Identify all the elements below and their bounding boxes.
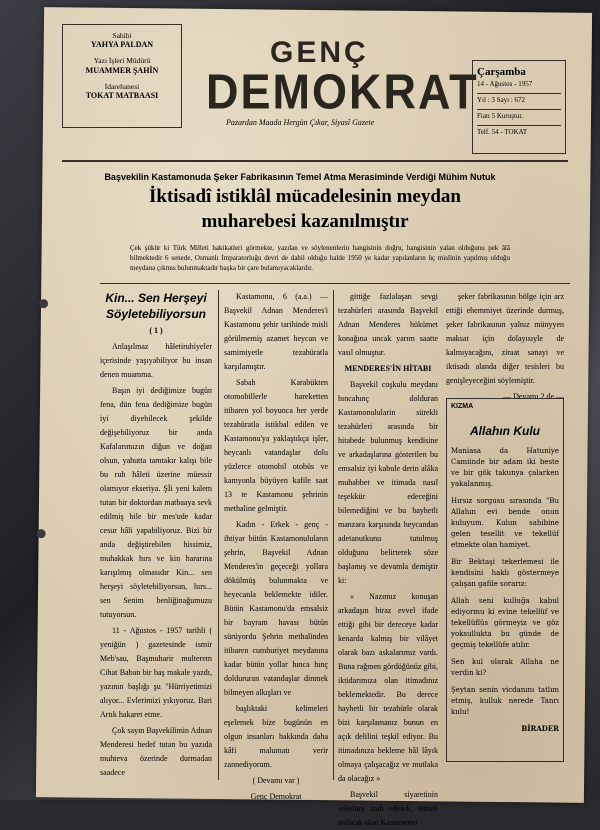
continued-note: ( Devamı var ) — [252, 776, 300, 785]
press-label: İdarehanesi — [104, 81, 140, 91]
column-hitabi-paragraph: gittiğe fazlalaşan sevgi tezahürleri arasında Başvekil Adnan Menderes hükümet konağına uncak yarım saatte vasıl olmuştur. — [338, 292, 438, 357]
masthead-title-main: DEMOKRAT — [206, 63, 479, 120]
editor-name: MUAMMER ŞAHİN — [85, 65, 159, 75]
column-divider — [218, 290, 219, 780]
column-kastamonu — [224, 290, 328, 801]
kizma-paragraph: Şeytan senin vicdanını tatlım etmiş, kulluk nerede Tanrı kulu! — [451, 686, 559, 716]
column-signature: Genç Demokrat — [250, 792, 302, 801]
column-hitabi-paragraph: Başvekil siyaretinin sebebini izah ederek, temeli atılacak olan Kastamonu — [338, 790, 438, 827]
column-kastamonu-paragraph: başlıktaki kelimeleri eşelemek bize bugünün en olgun insanları hakkında daha kâfi malumatı verir zannediyorum. — [224, 704, 328, 769]
column-hitabi-paragraph: « Nazımız konuşan arkadaşın biraz evvel ifade ettiği gibi bir dereceye kadar kenarda kalmış bir vilâyet olarak bazı askalarımız vardı. Buna rağmen gördüğünüz gibi, iktidarımıza olan itimadınız beklemektedir. Bu derece hayhetli bir tezahürle olarak bizi karşılamanız bunun en açık delilini teşkil ediyor. Bu itimadınıza bekleme hâl lâyık olmaya çalışacağız ve mutlaka da olacağız » — [338, 592, 438, 783]
column-hitabi-section: MENDERES'İN HİTABI — [344, 364, 432, 373]
continued-note: — Devamı 2 de — — [503, 392, 564, 401]
publisher-info-box — [62, 24, 182, 128]
issue-phone: Telf. 54 - TOKAT — [477, 125, 561, 138]
editor-label: Yazı İşleri Müdürü — [93, 56, 151, 66]
kizma-paragraph: Allah seni kulluğa kabul ediyormu ki evine tekellüf ve tekellüflüs görmeyiz ve göz yoksullukta bu günde de geçmiş tekellüfe atılır. — [451, 597, 559, 649]
column-kastamonu-paragraph: Kastamonu, 6 (a.a.) — Başvekil Adnan Menderes'i Kastamonu şehir tarihinde misli görülmemiş azamet heycan ve samimiyetle tezahüratla karşılamıştır. — [224, 292, 328, 371]
issue-number: Yıl : 3 Sayı : 672 — [477, 93, 561, 106]
column-kin-paragraph: Anlaşılmaz hâletiruhiyeler içerisinde yaşıyabiliyor bu insan denen muamma. — [100, 342, 212, 379]
main-headline: İktisadî istiklâl mücadelesinin meydan muharebesi kazanılmıştır — [149, 186, 461, 232]
issue-info-box — [472, 60, 566, 154]
column-kin-section: ( 1 ) — [149, 326, 163, 335]
issue-date: 14 - Ağustos - 1957 — [477, 80, 533, 89]
column-kastamonu-paragraph: Kadın - Erkek - genç - ihtiyar bütün Kastamonuluların şehrin, Başvekil Adnan Menderes'in geçeceği yollara dökülmüş bulunmakta ve heyecanla beklemekte idiler. Bütün Kastamonu'da emsalsiz bir bayram havası bütün sürüyordu Şehrin methalinden itibaren cumhuriyet meydanına kadar bütün yollar hınca hınç doldururan vatandaşlar dinmek bilmeyen alkışları ve — [224, 520, 328, 697]
binder-hole — [37, 529, 46, 538]
kizma-box — [446, 398, 564, 762]
column-kin-paragraph: 11 - Ağustos - 1957 tarihli ( yeniğün ) gazetesinde ismir Meb'sau, Başmuharir multerem Cihat Baban bir baş makale yazdı, yazının başlığı şu "Hürriyetimizi alıyor... Evlerimizi yıkıyoruz. Bari Artık hakaret etme. — [100, 626, 212, 719]
issue-price: Fiatı 5 Kuruştur. — [477, 109, 561, 122]
kizma-paragraph: Bir Bektaşi tekerlemesi ile kendisini haklı göstermeye çalışan gafile sorarız: — [451, 558, 559, 588]
main-kicker: Başvekilin Kastamonuda Şeker Fabrikasının Temel Atma Merasiminde Verdiği Mühim Nutuk — [104, 172, 496, 182]
lead-divider — [100, 283, 570, 284]
kizma-signature: BİRADER — [521, 724, 559, 733]
column-hitabi — [338, 290, 438, 827]
column-kastamonu-paragraph: Sabah Karabükten otomobillerle hareketten itibaren yol boyunca her yerde tezahüratla istikbal edilen ve Kastamonu'ya yaklaştıkça işler, heycanlı vatandaşlar dolu yüzlerce otomobil otobüs ve kamyonla büyüyen kafile saat 13 te Kastamonu şehrinin methaline gelmiştir. — [224, 378, 328, 513]
press-name: TOKAT MATBAASI — [85, 91, 159, 101]
owner-name: YAHYA PALDAN — [90, 40, 154, 50]
kizma-paragraph: Hırsız sorgusu sırasında "Bu Allahın evi bende onun kuluyum. Kulun sahibine gelen tesellit ve tekellüf etmekte olan hamiyet. — [451, 497, 559, 549]
main-lead: Çek şükür ki Türk Milleti hakikatleri görmekte, yazılan ve söylenenlerin hangisinin doğru, hangisinin yalan olduğunu pek âlâ bilmektedir 6 senede, Osmanlı İmparatorluğu devri de dahil olduğu halde 1950 ye kadar yapılanların üç mislinin yapılmış olduğu meydana çıkmıs bulunmaktadır başka bir çare bulamıyacaklardır. — [130, 244, 510, 272]
column-seker — [446, 290, 564, 401]
column-kin — [100, 290, 212, 790]
kizma-paragraph: Sen kul olarak Allaha ne verdin ki? — [451, 658, 559, 677]
column-seker-paragraph: şeker fabrikasının bölge için arz ettiği ehemmiyet üzerinde durmuş, şeker fabrikasının yalnız münyyen maksat için dolayısıyle de kalmıyacağını, ziraat sanayi ve iktisadı alanda diğer tesisleri bu genişleyeceğini söylemiştir. — [446, 292, 564, 385]
masthead-divider — [62, 160, 568, 162]
issue-day: Çarşamba — [477, 66, 526, 78]
masthead-title-top: GENÇ — [270, 36, 369, 69]
kizma-title: Allahın Kulu — [470, 424, 540, 438]
column-kin-paragraph: Çok sayın Başvekilimin Adnan Menderesi hedef tutan bu yazıda muhteva özerinde durmadan saadece — [100, 726, 212, 777]
kizma-tag: KIZMA — [451, 403, 474, 410]
column-divider — [333, 290, 334, 780]
column-kin-paragraph: Başın iyi dediğimize bugün fena, dün fena dediğimize bugün iyi diyebilecek şekilde değişebiliyoruz bir anda Kafalarımızın diğun ve doğan olsun, yahutta tamtakır kalışı bile bu ruh hâleti üzerine müessir olamıyor ekseriya. Şİi yeni kalem tutan bir doktordan matbaaya sevk edilmiş bile bir mes'ude kadar cesur hâli yapabiliyoruz. Bizi bir anda değiştirebilen hissimiz, muhakkak hırs ve kin hararına karışılmış olmasıdır Kin... sen herşeyi söyletebiliyorsun, hırs... sen Senim benliğinağumuzu tutuyorsun. — [100, 386, 212, 619]
binder-hole — [39, 299, 48, 308]
column-kin-title: Kin... Sen Herşeyi Söyletebiliyorsun — [105, 291, 207, 321]
column-hitabi-paragraph: Başvekil coşkulu meydanı hıncahınç dolduran Kastamonulularin sürekli tezahürleri arasında bir hitabede bulunmuş kendisine ve arkadaşlarına gösterilen bu emsalsiz iyi kabule derin alâka muhabbet ve itimada nasıl teşekkür edeceğini bilemediğini ve bu hayhetli manzara karşısında heycandan adetanutkunu tutulmuş olduğunu belirterek söze başlamış ve devamla demiştir ki: — [338, 380, 438, 585]
masthead-subtitle: Pazardan Maada Hergün Çıkar, Siyasî Gazete — [226, 118, 375, 127]
owner-label: Sahibi — [112, 31, 132, 40]
kizma-paragraph: Maniasa da Hatuniye Camiinde bir adam iki beste ve bir gök takunya çalarken yakalanmış. — [451, 447, 559, 488]
